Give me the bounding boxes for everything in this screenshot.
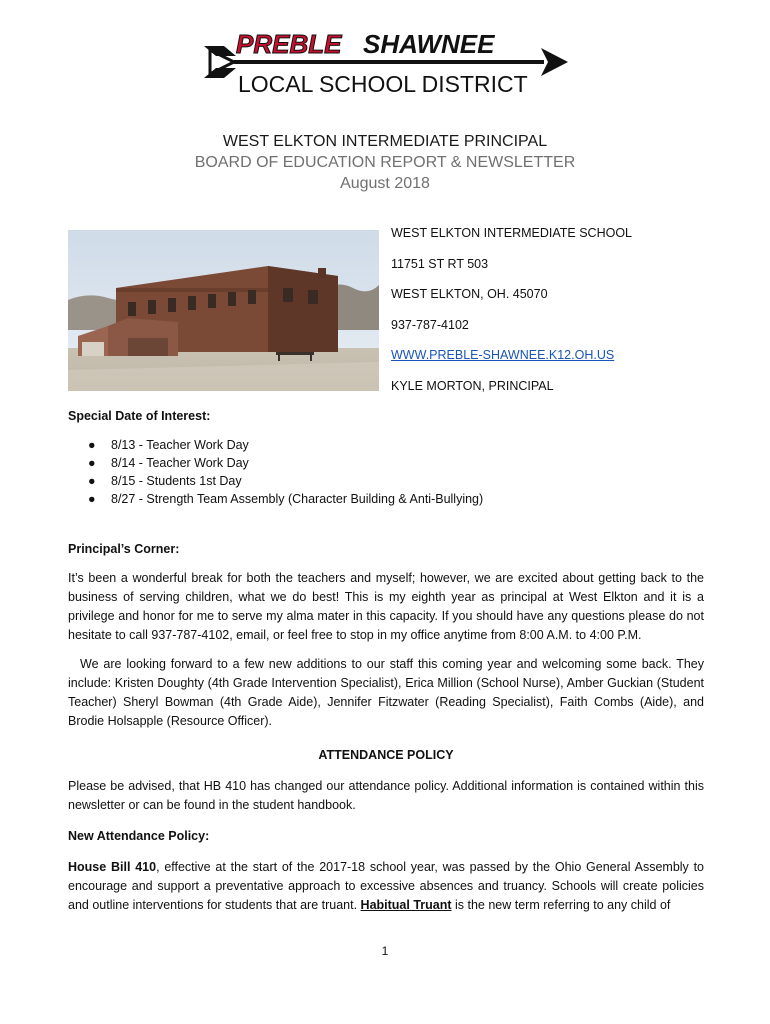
district-logo [196, 26, 581, 100]
list-item: ● 8/13 - Teacher Work Day [88, 438, 249, 452]
list-item: ● 8/27 - Strength Team Assembly (Character Building & Anti-Bullying) [88, 492, 484, 506]
school-name: WEST ELKTON INTERMEDIATE SCHOOL [391, 226, 633, 240]
special-dates-section [68, 407, 704, 508]
school-city: WEST ELKTON, OH. 45070 [391, 287, 548, 301]
page-date: August 2018 [340, 175, 430, 192]
header [0, 131, 770, 194]
principal-name: KYLE MORTON, PRINCIPAL [391, 378, 554, 393]
principals-corner-paragraph-1: It’s been a wonderful break for both the teachers and myself; however, we are excited about getting back to the business of serving children, what we do best! This is my eighth year as principal at West Elkton and it is a privilege and honor for me to serve my alma mater in this capacity. If you should have any questions please do not hesitate to call 937-787-4102, email, or feel free to stop in my office anytime from 8:00 A.M. to 4:00 P.M. [68, 571, 704, 642]
attendance-paragraph: Please be advised, that HB 410 has changed our attendance policy. Additional information is contained within this newsletter or can be found in the student handbook. [68, 779, 704, 812]
contact-info [391, 224, 721, 407]
house-bill-paragraph: House Bill 410, effective at the start of the 2017-18 school year, was passed by the Ohio General Assembly to encourage and support a preventative approach to excessive absences and truancy. Schools will create policies and outline interventions for students that are truant. Habitual Truant is the new term referring to any child of [68, 860, 704, 912]
principals-corner-section [68, 540, 704, 731]
list-item: ● 8/15 - Students 1st Day [88, 474, 242, 488]
house-bill-label: House Bill 410 [68, 860, 157, 874]
list-item: ● 8/14 - Teacher Work Day [88, 456, 249, 470]
school-building-photo [68, 230, 379, 391]
principals-corner-paragraph-2: We are looking forward to a few new additions to our staff this coming year and welcoming some back. They include: Kristen Doughty (4th Grade Intervention Specialist), Erica Million (School Nurse), Amber Guckian (Student Teacher) Sheryl Bowman (4th Grade Aide), Jennifer Fitzwater (Reading Specialist), Faith Combs (Aide), and Brodie Holsapple (Resource Officer). [68, 657, 704, 728]
arrow-logo-graphic [196, 26, 581, 100]
attendance-heading: ATTENDANCE POLICY [318, 748, 454, 762]
page-title: WEST ELKTON INTERMEDIATE PRINCIPAL [222, 133, 548, 150]
website-link[interactable]: WWW.PREBLE-SHAWNEE.K12.OH.US [391, 348, 615, 362]
page-number: 1 [381, 944, 389, 958]
school-phone: 937-787-4102 [391, 317, 469, 332]
logo-shawnee: SHAWNEE [363, 29, 495, 59]
page-subtitle: BOARD OF EDUCATION REPORT & NEWSLETTER [194, 154, 576, 171]
school-address: 11751 ST RT 503 [391, 256, 489, 271]
logo-preble: PREBLE [236, 29, 342, 59]
special-dates-list [68, 436, 704, 508]
new-attendance-heading: New Attendance Policy: [68, 829, 210, 843]
special-dates-heading: Special Date of Interest: [68, 409, 211, 423]
habitual-truant-term: Habitual Truant [360, 898, 452, 912]
principals-corner-heading: Principal’s Corner: [68, 542, 180, 556]
logo-subtitle: LOCAL SCHOOL DISTRICT [238, 71, 528, 97]
attendance-section [68, 746, 704, 915]
